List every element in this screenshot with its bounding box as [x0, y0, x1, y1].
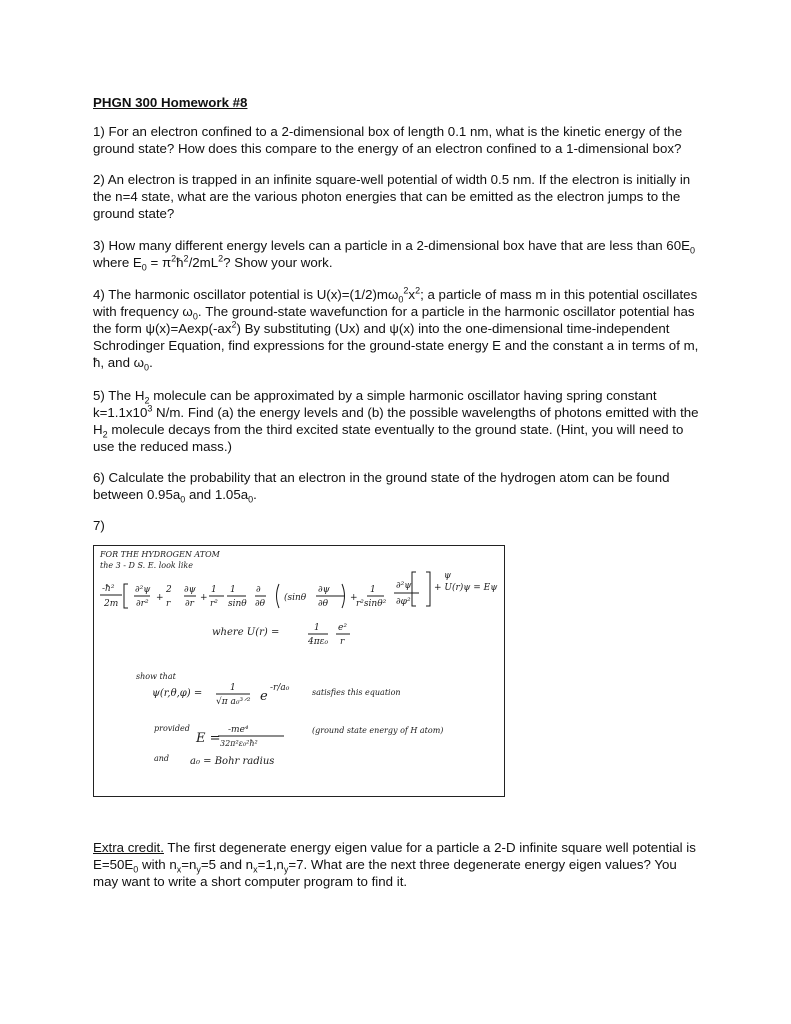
hw-where: where U(r) = — [212, 627, 280, 638]
extra-credit: Extra credit. The first degenerate energy eigen value for a particle a 2-D infinite square well potential is $E=50E_0$ with $n_x=n_y=5$ and $n_x=1,n_y=7$. What are the next three degenerate energy eigen values? You may want to write a short computer program to find it. — [93, 840, 696, 889]
svg-text:∂φ²: ∂φ² — [396, 597, 411, 607]
svg-text:e: e — [260, 689, 268, 704]
ground-energy-sketch — [194, 718, 304, 754]
svg-text:32π²ε₀²ħ²: 32π²ε₀²ħ² — [220, 739, 258, 748]
hw-line-1: FOR THE HYDROGEN ATOM — [100, 550, 220, 559]
svg-text:sinθ: sinθ — [228, 599, 247, 609]
svg-text:+: + — [350, 593, 358, 603]
svg-text:1: 1 — [230, 683, 236, 693]
svg-text:r²sinθ²: r²sinθ² — [356, 599, 387, 609]
question-1: 1) For an electron confined to a 2-dimensional box of length 0.1 nm, what is the kinetic energy of the ground state? How does this compare to the energy of an electron confined to a 1-dimensional box? — [93, 124, 683, 156]
question-5: 5) The $H_2$ molecule can be approximated by a simple harmonic oscillator having spring constant $k=1.1x10^3$ N/m. Find (a) the energy levels and (b) the possible wavelengths of photons emitted with the $H_2$ molecule decays from the third excited state eventually to the ground state. (Hint, you will need to use the reduced mass.) — [93, 388, 699, 454]
hw-and: and — [154, 754, 170, 763]
svg-text:4πε₀: 4πε₀ — [308, 637, 329, 647]
svg-text:ψ: ψ — [444, 571, 452, 581]
hw-psi: ψ(r,θ,φ) = — [152, 688, 203, 699]
question-7: 7) — [93, 518, 105, 533]
svg-text:-r/a₀: -r/a₀ — [270, 683, 290, 693]
svg-text:e²: e² — [338, 623, 347, 633]
svg-text:-me⁴: -me⁴ — [228, 725, 249, 735]
svg-text:∂²ψ: ∂²ψ — [135, 585, 151, 595]
svg-text:+ U(r)ψ = Eψ: + U(r)ψ = Eψ — [434, 583, 498, 593]
question-3: 3) How many different energy levels can a particle in a 2-dimensional box have that are less than $60E_0$ where $E_0$ = $\pi^2ħ^2/2mL^2$? Show your work. — [93, 238, 695, 273]
svg-text:+: + — [156, 593, 164, 603]
svg-text:∂ψ: ∂ψ — [318, 585, 330, 595]
svg-text:∂r²: ∂r² — [136, 599, 149, 609]
hw-provided: provided — [154, 724, 190, 733]
svg-text:√π a₀³ᐟ²: √π a₀³ᐟ² — [216, 697, 251, 707]
svg-text:1: 1 — [211, 585, 217, 595]
svg-text:∂θ: ∂θ — [255, 599, 266, 609]
svg-text:∂ψ: ∂ψ — [184, 585, 196, 595]
svg-text:∂r: ∂r — [185, 599, 194, 609]
svg-text:r²: r² — [210, 599, 218, 609]
schrodinger-equation-sketch — [94, 568, 504, 628]
svg-text:(sinθ: (sinθ — [284, 593, 307, 603]
svg-text:E =: E = — [196, 731, 221, 746]
hw-ground-state: (ground state energy of H atom) — [312, 726, 444, 735]
hw-satisfies: satisfies this equation — [312, 688, 401, 697]
svg-text:r: r — [166, 599, 171, 609]
svg-text:+: + — [200, 593, 208, 603]
handwritten-notes-box — [93, 545, 505, 797]
hw-bohr: a₀ = Bohr radius — [190, 756, 275, 767]
svg-text:2: 2 — [166, 585, 172, 595]
svg-text:r: r — [340, 637, 345, 647]
svg-text:2m: 2m — [104, 599, 119, 609]
svg-text:∂θ: ∂θ — [318, 599, 329, 609]
svg-text:1: 1 — [230, 585, 236, 595]
hw-show-that: show that — [136, 672, 176, 681]
svg-text:∂: ∂ — [256, 585, 261, 595]
svg-text:∂²ψ: ∂²ψ — [396, 581, 412, 591]
page-title: PHGN 300 Homework #8 — [93, 95, 248, 110]
hw-line-2: the 3 - D S. E. look like — [100, 561, 193, 570]
wavefunction-sketch — [214, 676, 324, 710]
question-6: 6) Calculate the probability that an electron in the ground state of the hydrogen atom can be found between $0.95a_0$ and $1.05a_0$. — [93, 470, 670, 505]
svg-text:-ħ²: -ħ² — [102, 584, 115, 594]
question-2: 2) An electron is trapped in an infinite square-well potential of width 0.5 nm. If the electron is initially in the n=4 state, what are the various photon energies that can be emitted as the electron jumps to the ground state? — [93, 172, 691, 221]
extra-credit-label: Extra credit. — [93, 840, 164, 855]
svg-text:1: 1 — [370, 585, 376, 595]
question-4: 4) The harmonic oscillator potential is $U(x)=(1/2)m\omega_0^2x^2$; a particle of mass m in this potential oscillates with frequency $\omega_0$. The ground-state wavefunction for a particle in the harmonic oscillator potential has the form $\psi(x)=Aexp(-ax^2)$ By substituting (Ux) and ψ(x) into the one-dimensional time-independent Schrodinger Equation, find expressions for the ground-state energy E and the constant a in terms of m, ħ, and $\omega_0$. — [93, 285, 699, 373]
potential-sketch — [304, 618, 394, 648]
svg-text:1: 1 — [314, 623, 320, 633]
